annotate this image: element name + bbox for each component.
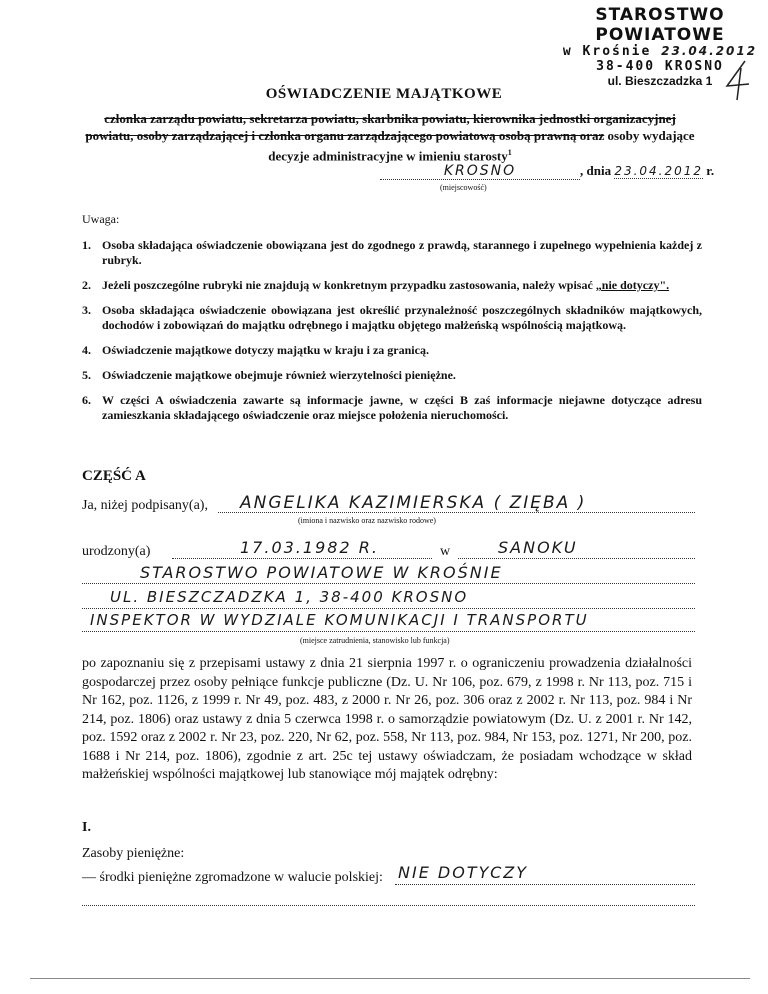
stamp-street: ul. Bieszczadzka 1	[607, 73, 713, 88]
stamp-handwritten-date: 23.04.2012	[661, 44, 758, 59]
note-item	[82, 393, 702, 423]
stamp-postal: 38-400 KROSNO	[596, 59, 724, 75]
note-text: Oświadczenie majątkowe dotyczy majątku w kraju i za granicą.	[102, 343, 429, 357]
section-heading: Zasoby pieniężne:	[82, 846, 185, 861]
note-number: 2.	[82, 278, 91, 292]
notes-list	[82, 238, 702, 433]
page-bottom-rule	[30, 978, 750, 979]
stamp-city: w Krośnie	[562, 44, 652, 60]
signer-label: Ja, niżej podpisany(a),	[82, 498, 208, 513]
intro-remaining-text: osoby wydające decyzje administracyjne w imieniu starosty	[268, 128, 695, 164]
note-item	[82, 278, 702, 293]
document-title: OŚWIADCZENIE MAJĄTKOWE	[265, 86, 503, 102]
note-item	[82, 368, 702, 383]
part-a-heading: CZĘŚĆ A	[82, 468, 146, 484]
place-value: KROSNO	[443, 163, 517, 179]
born-date: 17.03.1982 R.	[240, 538, 379, 557]
note-number: 5.	[82, 368, 91, 382]
year-suffix: r.	[706, 163, 715, 178]
section-number: I.	[82, 820, 91, 835]
notes-heading: Uwaga:	[82, 212, 120, 226]
note-item	[82, 238, 702, 268]
employment-dotted-line-2	[82, 608, 695, 609]
place-date-line: KROSNO (miejscowość) , dnia 23.04.2012 r.	[380, 163, 714, 180]
employment-dotted-line-3	[82, 631, 695, 632]
born-in-label: w	[440, 544, 451, 559]
intro-text	[80, 110, 700, 164]
note-number: 4.	[82, 343, 91, 357]
born-place: SANOKU	[498, 538, 578, 557]
cash-pln-dotted-line	[395, 884, 695, 885]
employment-line-1: STAROSTWO POWIATOWE W KROŚNIE	[140, 563, 503, 582]
footnote-mark: 1	[507, 148, 512, 157]
signer-caption: (imiona i nazwisko oraz nazwisko rodowe)	[298, 516, 436, 525]
employment-caption: (miejsce zatrudnienia, stanowisko lub funkcja)	[300, 636, 450, 645]
signer-value: ANGELIKA KAZIMIERSKA ( ZIĘBA )	[240, 493, 587, 513]
note-item	[82, 303, 702, 333]
note-text: Osoba składająca oświadczenie obowiązana jest określić przynależność poszczególnych składników majątkowych, dochodów i zobowiązań do majątku odrębnego i majątku objętego małżeńską wspólnością majątkową.	[102, 303, 702, 332]
date-value: 23.04.2012	[614, 164, 704, 178]
note-number: 6.	[82, 393, 91, 407]
note-text: Oświadczenie majątkowe obejmuje również wierzytelności pieniężne.	[102, 368, 456, 382]
born-place-dotted-line	[458, 558, 695, 559]
note-number: 3.	[82, 303, 91, 317]
employment-line-2: UL. BIESZCZADZKA 1, 38-400 KROSNO	[110, 588, 469, 606]
employment-line-3: INSPEKTOR W WYDZIALE KOMUNIKACJI I TRANSPORTU	[90, 611, 589, 629]
note-number: 1.	[82, 238, 91, 252]
note-item	[82, 343, 702, 358]
note-underlined-text: „nie dotyczy".	[595, 278, 670, 292]
declaration-body: po zapoznaniu się z przepisami ustawy z dnia 21 sierpnia 1997 r. o ograniczeniu prowadzenia działalności gospodarczej przez osoby pełniące funkcje publiczne (Dz. U. Nr 106, poz. 679, z 1998 r. Nr 113, poz. 715 i Nr 162, poz. 1126, z 1999 r. Nr 49, poz. 483, z 2000 r. Nr 26, poz. 306 oraz z 2002 r. Nr 113, poz. 984 i Nr 214, poz. 1806) oraz ustawy z dnia 5 czerwca 1998 r. o samorządzie powiatowym (Dz. U. z 2001 r. Nr 142, poz. 1592 oraz z 2002 r. Nr 23, poz. 220, Nr 62, poz. 558, Nr 113, poz. 984, Nr 153, poz. 1271, Nr 200, poz. 1688 i Nr 214, poz. 1806), zgodnie z art. 25c tej ustawy oświadczam, że posiadam wchodzące w skład małżeńskiej wspólności majątkowej lub stanowiące mój majątek odrębny:	[82, 656, 692, 782]
stamp-title: STAROSTWO POWIATOWE	[595, 5, 725, 45]
cash-pln-label: — środki pieniężne zgromadzone w walucie polskiej:	[82, 870, 383, 885]
employment-dotted-line-1	[82, 583, 695, 584]
note-text: W części A oświadczenia zawarte są informacje jawne, w części B zaś informacje niejawne dotyczące adresu zamieszkania składającego oświadczenie oraz miejsce położenia nieruchomości.	[102, 393, 702, 422]
place-caption: (miejscowość)	[440, 183, 487, 192]
cash-pln-value: NIE DOTYCZY	[398, 863, 528, 882]
born-label: urodzony(a)	[82, 544, 151, 559]
note-text: Jeżeli poszczególne rubryki nie znajdują w konkretnym przypadku zastosowania, należy wpisać	[102, 278, 596, 292]
born-date-dotted-line	[172, 558, 432, 559]
cash-pln-dotted-line-2	[82, 905, 695, 906]
date-label: dnia	[586, 163, 612, 178]
note-text: Osoba składająca oświadczenie obowiązana jest do zgodnego z prawdą, starannego i zupełnego wypełnienia każdej z rubryk.	[102, 238, 702, 267]
intro-struck-text: członka zarządu powiatu, sekretarza powiatu, skarbnika powiatu, kierownika jednostki organizacyjnej powiatu, osoby zarządzającej i członka organu zarządzającego powiatową osobą prawną oraz	[85, 111, 676, 143]
